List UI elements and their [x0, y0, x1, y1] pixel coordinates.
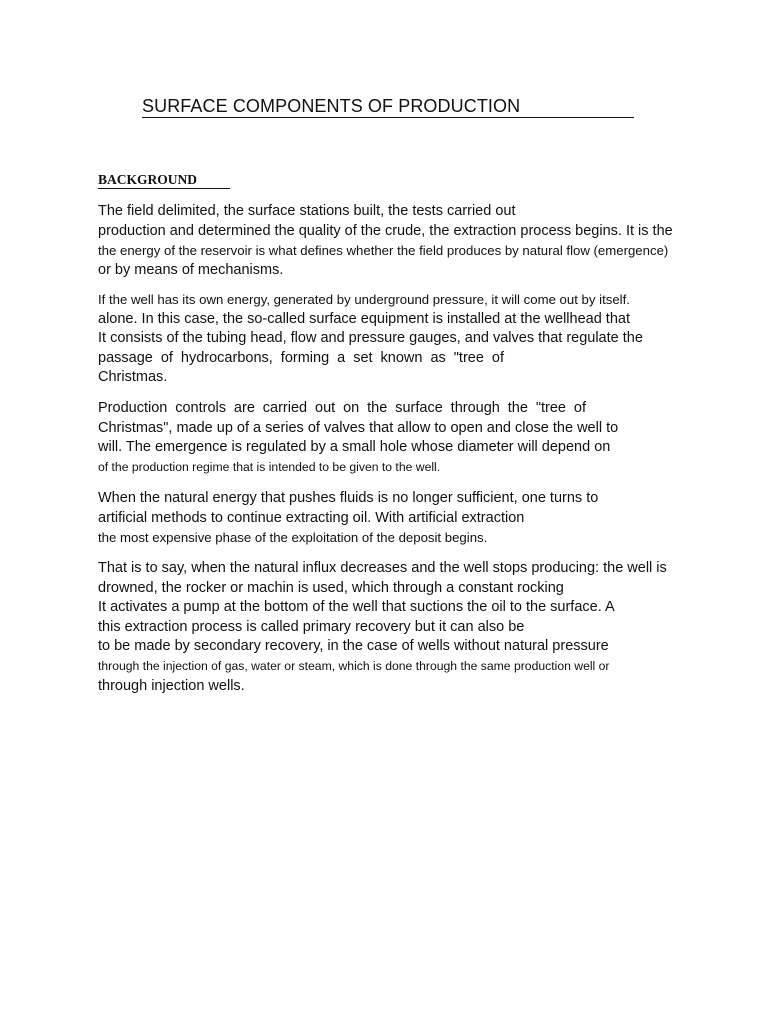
paragraph-line: through the injection of gas, water or steam, which is done through the same production well or [98, 658, 610, 673]
paragraph-line: The field delimited, the surface stations built, the tests carried out [98, 203, 516, 219]
paragraph-line: That is to say, when the natural influx decreases and the well stops producing: the well is [98, 560, 667, 576]
paragraph-line: or by means of mechanisms. [98, 261, 284, 278]
paragraph-2 [98, 290, 688, 388]
paragraph-line: will. The emergence is regulated by a small hole whose diameter will depend on [98, 439, 611, 456]
paragraph-line: If the well has its own energy, generated by underground pressure, it will come out by itself. [98, 292, 630, 307]
section-heading: BACKGROUND [98, 172, 230, 189]
paragraph-line: artificial methods to continue extracting oil. With artificial extraction [98, 509, 525, 526]
paragraph-1 [98, 202, 688, 280]
paragraph-line: Production controls are carried out on the surface through the "tree of [98, 400, 586, 416]
paragraph-line: alone. In this case, the so-called surface equipment is installed at the wellhead that [98, 310, 630, 327]
paragraph-4 [98, 489, 688, 548]
paragraph-line: It activates a pump at the bottom of the well that suctions the oil to the surface. A [98, 599, 615, 616]
paragraph-line: drowned, the rocker or machin is used, which through a constant rocking [98, 579, 564, 596]
paragraph-line: this extraction process is called primary recovery but it can also be [98, 618, 525, 635]
paragraph-line: passage of hydrocarbons, forming a set known as "tree of [98, 349, 504, 366]
page-title: SURFACE COMPONENTS OF PRODUCTION [142, 95, 634, 118]
paragraph-line: Christmas", made up of a series of valves that allow to open and close the well to [98, 419, 619, 436]
paragraph-line: It consists of the tubing head, flow and pressure gauges, and valves that regulate the [98, 330, 643, 347]
paragraph-line: of the production regime that is intended to be given to the well. [98, 459, 441, 474]
paragraph-line: the most expensive phase of the exploitation of the deposit begins. [98, 530, 488, 546]
paragraph-line: Christmas. [98, 369, 168, 386]
paragraph-line: the energy of the reservoir is what defines whether the field produces by natural flow (emergence) [98, 243, 669, 259]
paragraph-line: When the natural energy that pushes fluids is no longer sufficient, one turns to [98, 490, 599, 506]
paragraph-line: through injection wells. [98, 677, 245, 694]
paragraph-3 [98, 399, 688, 477]
paragraph-line: to be made by secondary recovery, in the case of wells without natural pressure [98, 638, 609, 655]
paragraph-5 [98, 559, 688, 696]
paragraph-line: production and determined the quality of the crude, the extraction process begins. It is the [98, 222, 673, 239]
